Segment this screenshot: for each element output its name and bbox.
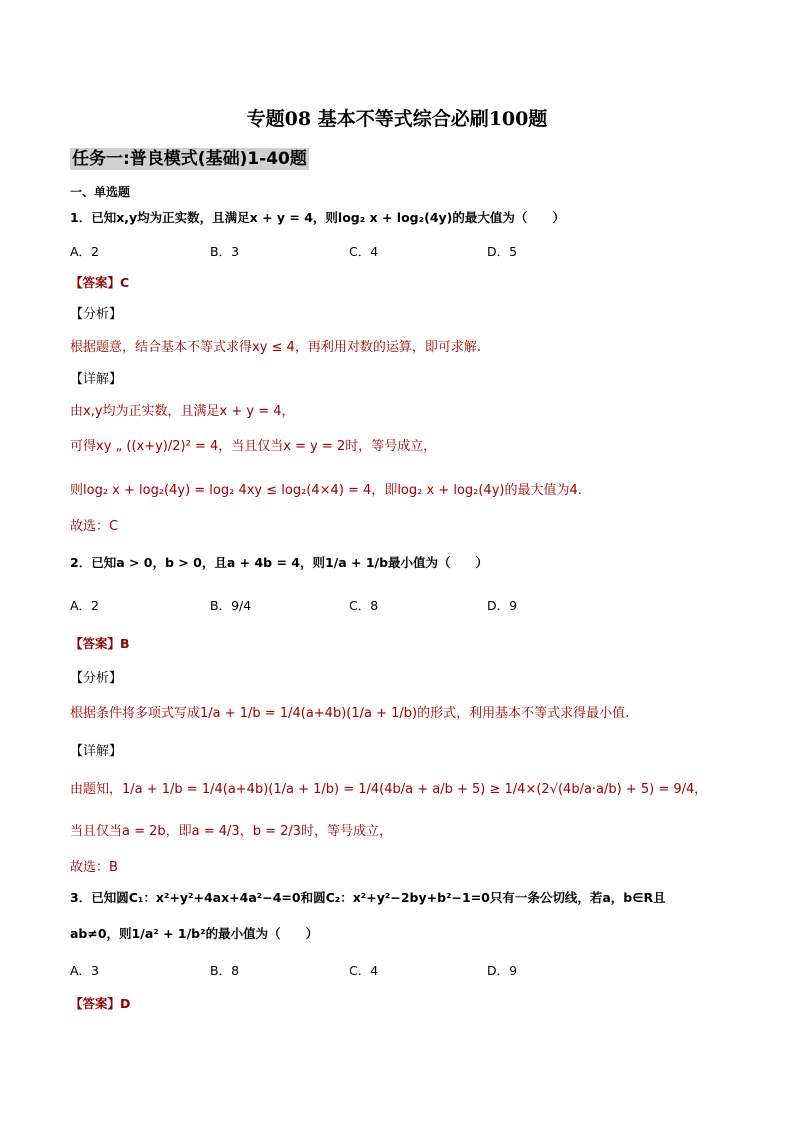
q2-answer: 【答案】B (70, 636, 130, 651)
q1-option-c: C．4 (349, 244, 379, 259)
question-2-stem: 2．已知a > 0，b > 0，且a + 4b = 4，则1/a + 1/b最小值为（ ） (70, 555, 489, 570)
q1-option-b: B．3 (210, 244, 240, 259)
section-heading: 一、单选题 (70, 185, 131, 199)
q1-analysis-text: 根据题意，结合基本不等式求得xy ≤ 4，再利用对数的运算，即可求解. (70, 340, 481, 355)
question-1-stem: 1．已知x,y均为正实数，且满足x + y = 4，则log₂ x + log₂(4y)的最大值为（ ） (70, 210, 565, 225)
task-heading: 任务一:普良模式(基础)1-40题 (72, 149, 307, 169)
q2-option-d: D．9 (487, 598, 518, 613)
q3-answer: 【答案】D (70, 996, 131, 1011)
q1-detail-label: 【详解】 (70, 372, 123, 387)
q3-option-a: A．3 (70, 963, 100, 978)
q2-option-c: C．8 (349, 598, 379, 613)
q2-analysis-label: 【分析】 (70, 671, 123, 686)
q1-final: 故选：C (70, 519, 119, 534)
q1-detail-line-3: 则log₂ x + log₂(4y) = log₂ 4xy ≤ log₂(4×4) = 4，即log₂ x + log₂(4y)的最大值为4. (70, 483, 582, 498)
question-3-stem-cont: ab≠0，则1/a² + 1/b²的最小值为（ ） (70, 926, 319, 941)
q1-detail-line-1: 由x,y均为正实数，且满足x + y = 4， (70, 404, 295, 419)
q1-analysis-label: 【分析】 (70, 307, 123, 322)
q1-option-d: D．5 (487, 244, 518, 259)
q3-option-c: C．4 (349, 963, 379, 978)
q2-detail-line-2: 当且仅当a = 2b，即a = 4/3，b = 2/3时，等号成立， (70, 824, 393, 839)
q2-analysis-text: 根据条件将多项式写成1/a + 1/b = 1/4(a+4b)(1/a + 1/b)的形式，利用基本不等式求得最小值. (70, 706, 630, 721)
q2-final: 故选：B (70, 860, 118, 875)
q1-detail-line-2: 可得xy „ ((x+y)/2)² = 4，当且仅当x = y = 2时，等号成立， (70, 439, 437, 454)
q1-option-a: A．2 (70, 244, 100, 259)
q2-option-a: A．2 (70, 598, 100, 613)
q3-option-b: B．8 (210, 963, 240, 978)
page-title: 专题08 基本不等式综合必刷100题 (246, 108, 548, 130)
question-3-stem: 3．已知圆C₁：x²+y²+4ax+4a²−4=0和圆C₂：x²+y²−2by+b²−1=0只有一条公切线，若a，b∈R且 (70, 890, 666, 905)
q1-answer: 【答案】C (70, 275, 130, 290)
q3-option-d: D．9 (487, 963, 518, 978)
q2-detail-label: 【详解】 (70, 744, 123, 759)
q2-detail-line-1: 由题知，1/a + 1/b = 1/4(a+4b)(1/a + 1/b) = 1/4(4b/a + a/b + 5) ≥ 1/4×(2√(4b/a·a/b) + 5) = 9/4， (70, 782, 708, 797)
q2-option-b: B．9/4 (210, 598, 252, 613)
